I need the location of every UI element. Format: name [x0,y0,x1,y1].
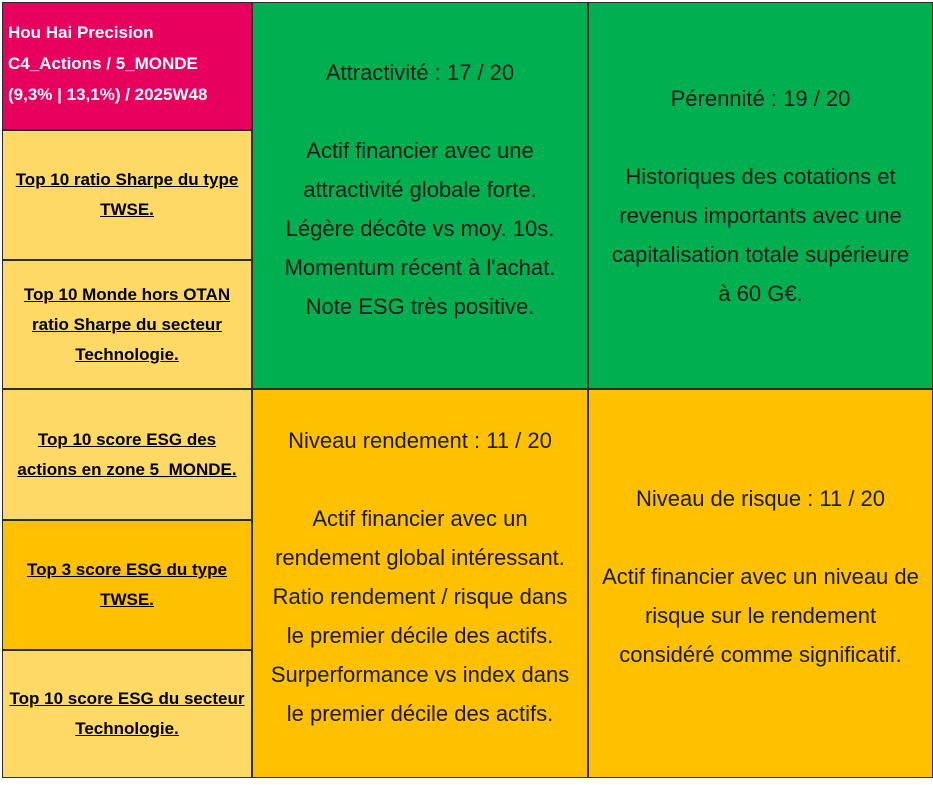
asset-category: C4_Actions / 5_MONDE [8,54,198,73]
attractivite-score: Attractivité : 17 / 20 [325,60,515,85]
perennite-line: Historiques des cotations et [625,163,896,189]
attractivite-line: attractivité globale forte. [303,177,537,202]
ranking-esg-type[interactable] [2,520,252,650]
risque-line: considéré comme significatif. [619,642,902,667]
ranking-esg-sector[interactable] [2,650,252,778]
rendement-line: le premier décile des actifs. [286,622,554,648]
risque-score: Niveau de risque : 11 / 20 [635,486,886,511]
risque-line: Actif financier avec un niveau de [602,564,919,589]
risque-line: risque sur le rendement [644,603,877,628]
ranking-line: Top 10 score ESG du secteur [9,689,245,708]
risque-panel [588,389,933,778]
attractivite-line: Momentum récent à l'achat. [284,255,556,280]
ranking-line: Technologie. [75,719,179,738]
ranking-line: Top 10 Monde hors OTAN [23,284,231,304]
perennite-score: Pérennité : 19 / 20 [670,85,851,111]
rendement-score: Niveau rendement : 11 / 20 [288,427,552,453]
ranking-line: ratio Sharpe du secteur [32,314,222,334]
perennite-line: à 60 G€. [718,280,803,306]
asset-header [2,2,252,130]
rendement-line: Ratio rendement / risque dans [272,583,568,609]
attractivite-panel [252,2,588,389]
ranking-esg-zone[interactable] [2,389,252,520]
rendement-panel [252,389,588,778]
attractivite-line: Légère décôte vs moy. 10s. [285,216,555,241]
ranking-line: Top 3 score ESG du type [27,560,227,579]
ranking-line: Technologie. [75,344,179,364]
ranking-line: Top 10 ratio Sharpe du type [15,170,239,189]
perennite-line: capitalisation totale supérieure [611,241,910,267]
ranking-sharpe-sector[interactable] [2,260,252,389]
asset-name: Hou Hai Precision [8,23,154,42]
attractivite-line: Note ESG très positive. [305,294,535,319]
ranking-line: Top 10 score ESG des [37,429,217,449]
ranking-line: TWSE. [100,200,154,219]
ranking-line: TWSE. [100,590,154,609]
attractivite-line: Actif financier avec une [306,138,534,163]
rendement-line: le premier décile des actifs. [286,700,554,726]
ranking-line: actions en zone 5_MONDE. [17,459,237,479]
rendement-line: Surperformance vs index dans [270,661,570,687]
ranking-sharpe-type[interactable] [2,130,252,260]
rendement-line: rendement global intéressant. [275,544,565,570]
asset-performance: (9,3% | 13,1%) / 2025W48 [8,85,208,104]
perennite-line: revenus importants avec une [619,202,902,228]
rendement-line: Actif financier avec un [312,505,528,531]
perennite-panel [588,2,933,389]
